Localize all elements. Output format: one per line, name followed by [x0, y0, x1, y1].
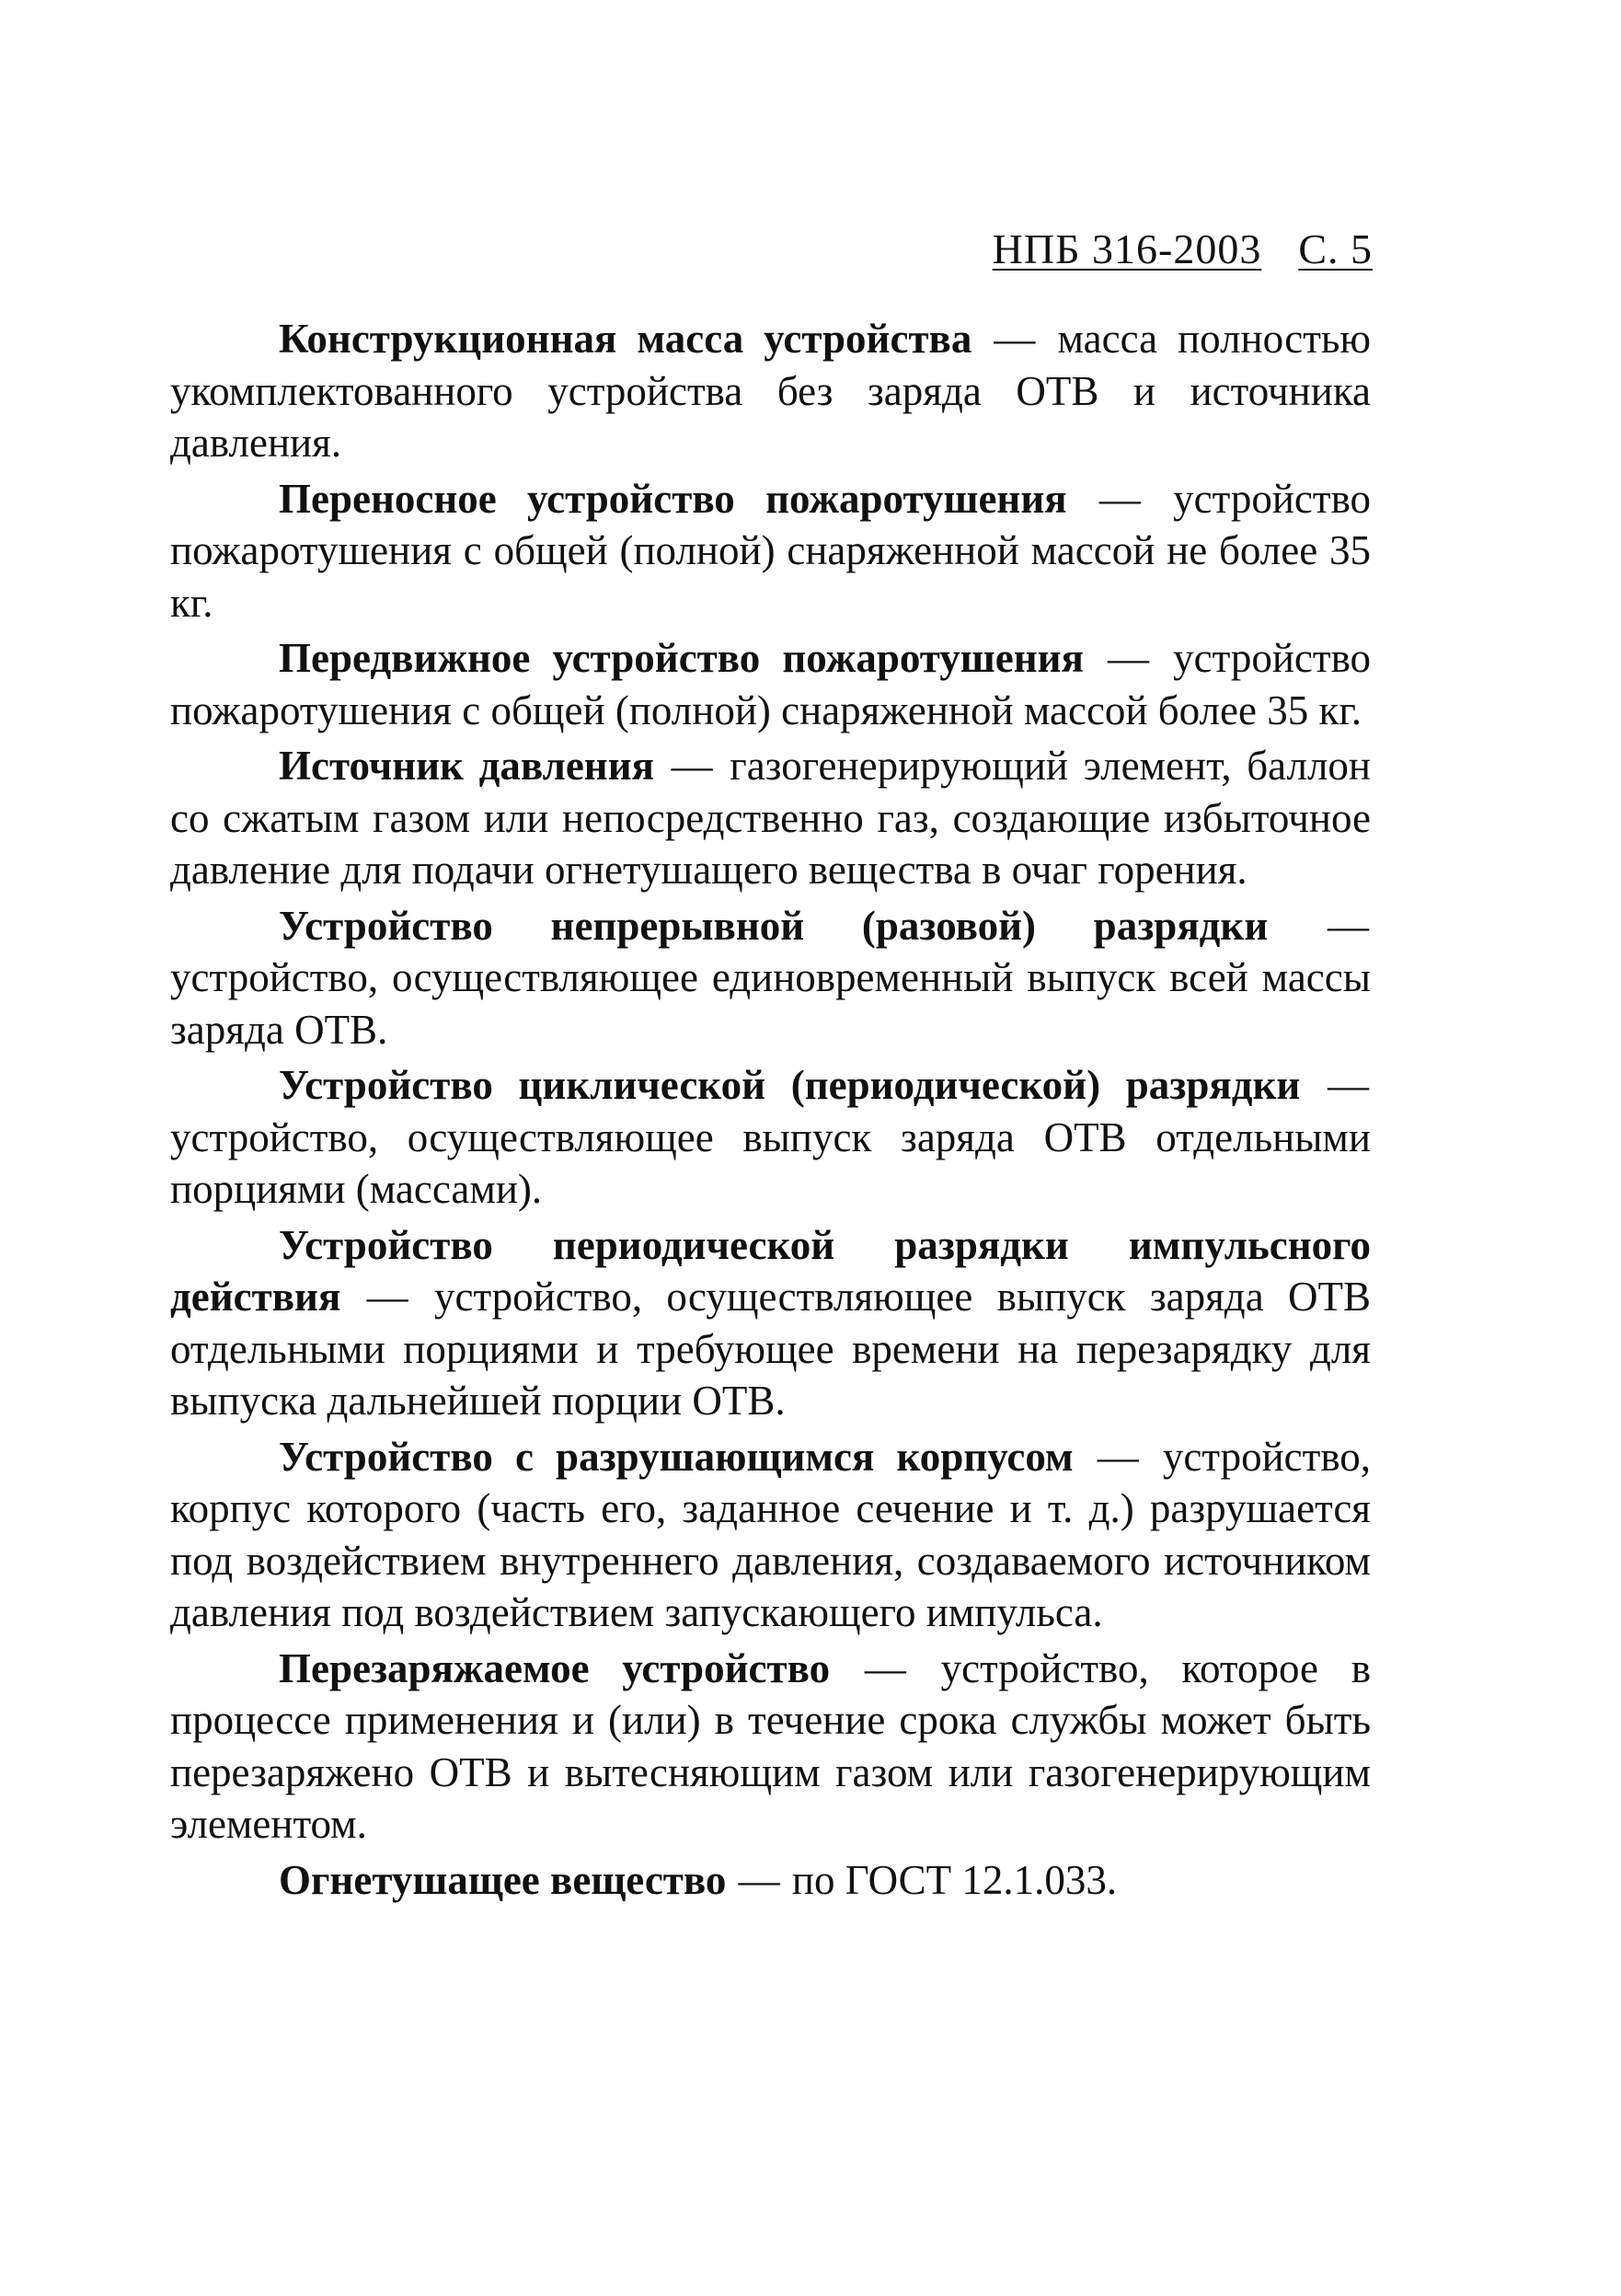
terms-list	[170, 313, 1371, 1909]
term-definition: устройство, осуществляющее выпуск заряда ОТВ отдельными порциями и требующее времени на перезарядку для выпуска дальнейшей порции ОТВ.	[170, 1274, 1371, 1424]
term-entry	[170, 1431, 1371, 1639]
term-dash: —	[366, 1274, 408, 1320]
term-entry	[170, 313, 1371, 469]
term-entry	[170, 473, 1371, 629]
term-title: Устройство с разрушающимся корпусом	[279, 1433, 1074, 1480]
document-code: НПБ 316-2003	[992, 225, 1262, 272]
term-entry	[170, 632, 1371, 736]
term-definition: устройство, осуществляющее выпуск заряда ОТВ отдельными порциями (массами).	[170, 1113, 1371, 1212]
term-definition: масса полностью укомплектованного устройства без заряда ОТВ и источника давления.	[170, 316, 1372, 466]
term-definition: устройство пожаротушения с общей (полной) снаряженной массой более 35 кг.	[170, 635, 1372, 733]
page-number: С. 5	[1298, 225, 1373, 272]
term-title: Источник давления	[279, 743, 654, 789]
term-entry	[170, 1643, 1371, 1851]
term-entry	[170, 1854, 1371, 1907]
term-dash: —	[738, 1856, 780, 1903]
term-definition: устройство пожаротушения с общей (полной) снаряженной массой не более 35 кг.	[170, 475, 1372, 626]
term-dash: —	[994, 316, 1036, 362]
term-definition: устройство, корпус которого (часть его, заданное сечение и т. д.) разрушается под воздействием внутреннего давления, создаваемого источником давления под воздействием запускающего импульса.	[170, 1433, 1372, 1635]
term-title: Передвижное устройство пожаротушения	[279, 635, 1084, 681]
term-title: Устройство периодической разрядки импульсного действия	[170, 1221, 1371, 1320]
page-header	[992, 225, 1373, 272]
term-definition: по ГОСТ 12.1.033.	[791, 1856, 1118, 1903]
term-title: Конструкционная масса устройства	[279, 316, 972, 362]
term-title: Огнетушащее вещество	[279, 1856, 727, 1903]
term-dash: —	[1328, 902, 1369, 949]
term-dash: —	[864, 1644, 906, 1691]
term-definition: устройство, осуществляющее единовременный выпуск всей массы заряда ОТВ.	[170, 954, 1371, 1053]
term-definition: газогенерирующий элемент, баллон со сжатым газом или непосредственно газ, создающие избыточное давление для подачи огнетушащего вещества в очаг горения.	[170, 743, 1371, 893]
term-entry	[170, 1219, 1371, 1427]
term-entry	[170, 1059, 1371, 1216]
term-dash: —	[671, 743, 713, 789]
term-entry	[170, 740, 1371, 896]
term-title: Перезаряжаемое устройство	[279, 1644, 831, 1691]
term-dash: —	[1108, 635, 1150, 681]
term-dash: —	[1097, 1433, 1139, 1480]
term-dash: —	[1098, 475, 1141, 522]
term-definition: устройство, которое в процессе применения и (или) в течение срока службы может быть перезаряжено ОТВ и вытесняющим газом или газогенерирующим элементом.	[170, 1644, 1372, 1847]
term-dash: —	[1328, 1062, 1369, 1108]
term-title: Устройство непрерывной (разовой) разрядки	[279, 902, 1269, 949]
term-entry	[170, 900, 1371, 1056]
term-title: Устройство циклической (периодической) разрядки	[279, 1062, 1301, 1108]
term-title: Переносное устройство пожаротушения	[279, 475, 1067, 522]
